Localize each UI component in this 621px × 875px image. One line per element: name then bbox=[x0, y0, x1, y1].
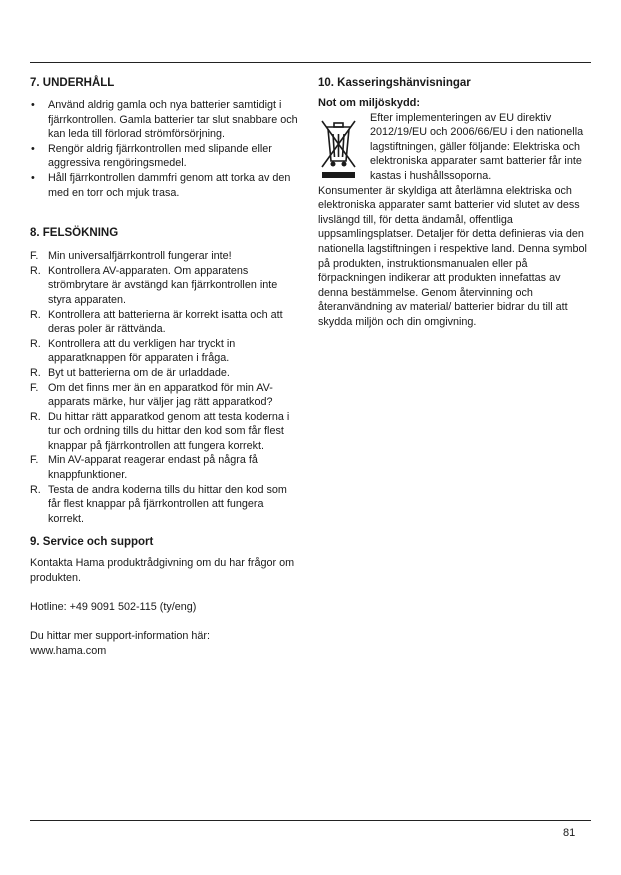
more-info-text: Du hittar mer support-information här: bbox=[30, 630, 211, 643]
item-mark: R. bbox=[30, 410, 41, 423]
list-item bbox=[30, 171, 300, 200]
directive-intro-text: Efter implementeringen av EU direktiv 2012/19/EU och 2006/66/EU i den nationella lagstiftningen, gäller följande: Elektriska och elektroniska apparater samt batterier får inte kastas i hushållssoporna. bbox=[370, 111, 584, 182]
environment-subtitle: Not om miljöskydd: bbox=[318, 97, 421, 109]
list-item bbox=[30, 337, 300, 366]
list-item-text: Du hittar rätt apparatkod genom att testa koderna i tur och ordning tills du hittar den kod som får flest knappar på fjärrkontrollen att fungera korrekt. bbox=[48, 410, 290, 452]
website-link[interactable]: www.hama.com bbox=[30, 645, 107, 657]
list-item-text: Kontrollera AV-apparaten. Om apparatens strömbrytare är avstängd kan fjärrkontrollen inte styra apparaten. bbox=[48, 264, 278, 306]
list-item bbox=[30, 142, 300, 171]
item-mark: R. bbox=[30, 366, 41, 379]
list-item bbox=[30, 308, 300, 337]
list-item-text: Byt ut batterierna om de är urladdade. bbox=[48, 366, 230, 379]
section-10-title: 10. Kasseringshänvisningar bbox=[318, 77, 471, 89]
list-item-text: Min universalfjärrkontroll fungerar inte! bbox=[48, 250, 232, 263]
list-item bbox=[30, 366, 300, 381]
disposal-body-text: Konsumenter är skyldiga att återlämna elektriska och elektroniska apparater samt batterier vid slutet av dess livslängd till, för detta ändamål, offentliga uppsamlingsplatser. Detaljer för detta definieras via den nationella lagstiftningen i respektive land. Denna symbol på produkten, instruktionsmanualen eller på förpackningen indikerar att produkten innefattas av denna bestämmelse. Genom återvinning och återanvändning av material/ batterier bidrar du till att skydda miljön och din omgivning. bbox=[318, 184, 587, 328]
list-item-text: Min AV-apparat reagerar endast på några få knappfunktioner. bbox=[48, 454, 258, 482]
list-item-text: Använd aldrig gamla och nya batterier samtidigt i fjärrkontrollen. Gamla batterier tar slut snabbare och kan leda till förlorad strömförsörjning. bbox=[48, 99, 298, 141]
item-mark: R. bbox=[30, 308, 41, 321]
section-8-title: 8. FELSÖKNING bbox=[30, 227, 119, 240]
item-mark: R. bbox=[30, 337, 41, 350]
list-item-text: Testa de andra koderna tills du hittar den kod som får flest knappar på fjärrkontrollen att fungera korrekt. bbox=[48, 483, 287, 525]
list-item bbox=[30, 483, 300, 527]
list-item-text: Om det finns mer än en apparatkod för min AV-apparats märke, hur väljer jag rätt apparatkod? bbox=[48, 381, 273, 409]
section-7-title: 7. UNDERHÅLL bbox=[30, 77, 115, 89]
list-item-text: Håll fjärrkontrollen dammfri genom att torka av den med en torr och mjuk trasa. bbox=[48, 171, 291, 199]
list-item-text: Kontrollera att du verkligen har tryckt in apparatknappen för apparaten i fråga. bbox=[48, 337, 236, 365]
list-item-text: Rengör aldrig fjärrkontrollen med slipande eller aggressiva rengöringsmedel. bbox=[48, 142, 272, 170]
list-item bbox=[30, 381, 300, 410]
list-item bbox=[30, 453, 300, 482]
right-column bbox=[318, 72, 590, 330]
list-item bbox=[30, 264, 300, 308]
bullet-mark: • bbox=[31, 99, 35, 111]
bullet-mark: • bbox=[31, 142, 35, 155]
item-mark: F. bbox=[30, 381, 39, 394]
contact-text: Kontakta Hama produktrådgivning om du har frågor om produkten. bbox=[30, 557, 295, 585]
section-9-title: 9. Service och support bbox=[30, 536, 154, 549]
section-maintenance bbox=[30, 76, 300, 200]
left-column bbox=[30, 72, 300, 659]
page-number: 81 bbox=[563, 827, 576, 839]
list-item bbox=[30, 98, 300, 142]
list-item bbox=[30, 249, 300, 264]
list-item-text: Kontrollera att batterierna är korrekt isatta och att deras poler är rättvända. bbox=[48, 308, 283, 336]
troubleshooting-list bbox=[30, 249, 300, 526]
item-mark: F. bbox=[30, 454, 39, 467]
maintenance-list bbox=[30, 98, 300, 200]
bullet-mark: • bbox=[31, 171, 35, 184]
item-mark: R. bbox=[30, 483, 41, 496]
section-service-support bbox=[30, 535, 300, 658]
hotline-text: Hotline: +49 9091 502-115 (ty/eng) bbox=[30, 601, 197, 614]
crossed-out-wheelie-bin-icon bbox=[318, 115, 358, 181]
section-troubleshooting bbox=[30, 226, 300, 526]
list-item bbox=[30, 410, 300, 454]
item-mark: R. bbox=[30, 264, 41, 277]
bottom-rule bbox=[30, 820, 591, 821]
top-rule bbox=[30, 62, 591, 63]
weee-block bbox=[318, 111, 590, 184]
item-mark: F. bbox=[30, 250, 39, 263]
